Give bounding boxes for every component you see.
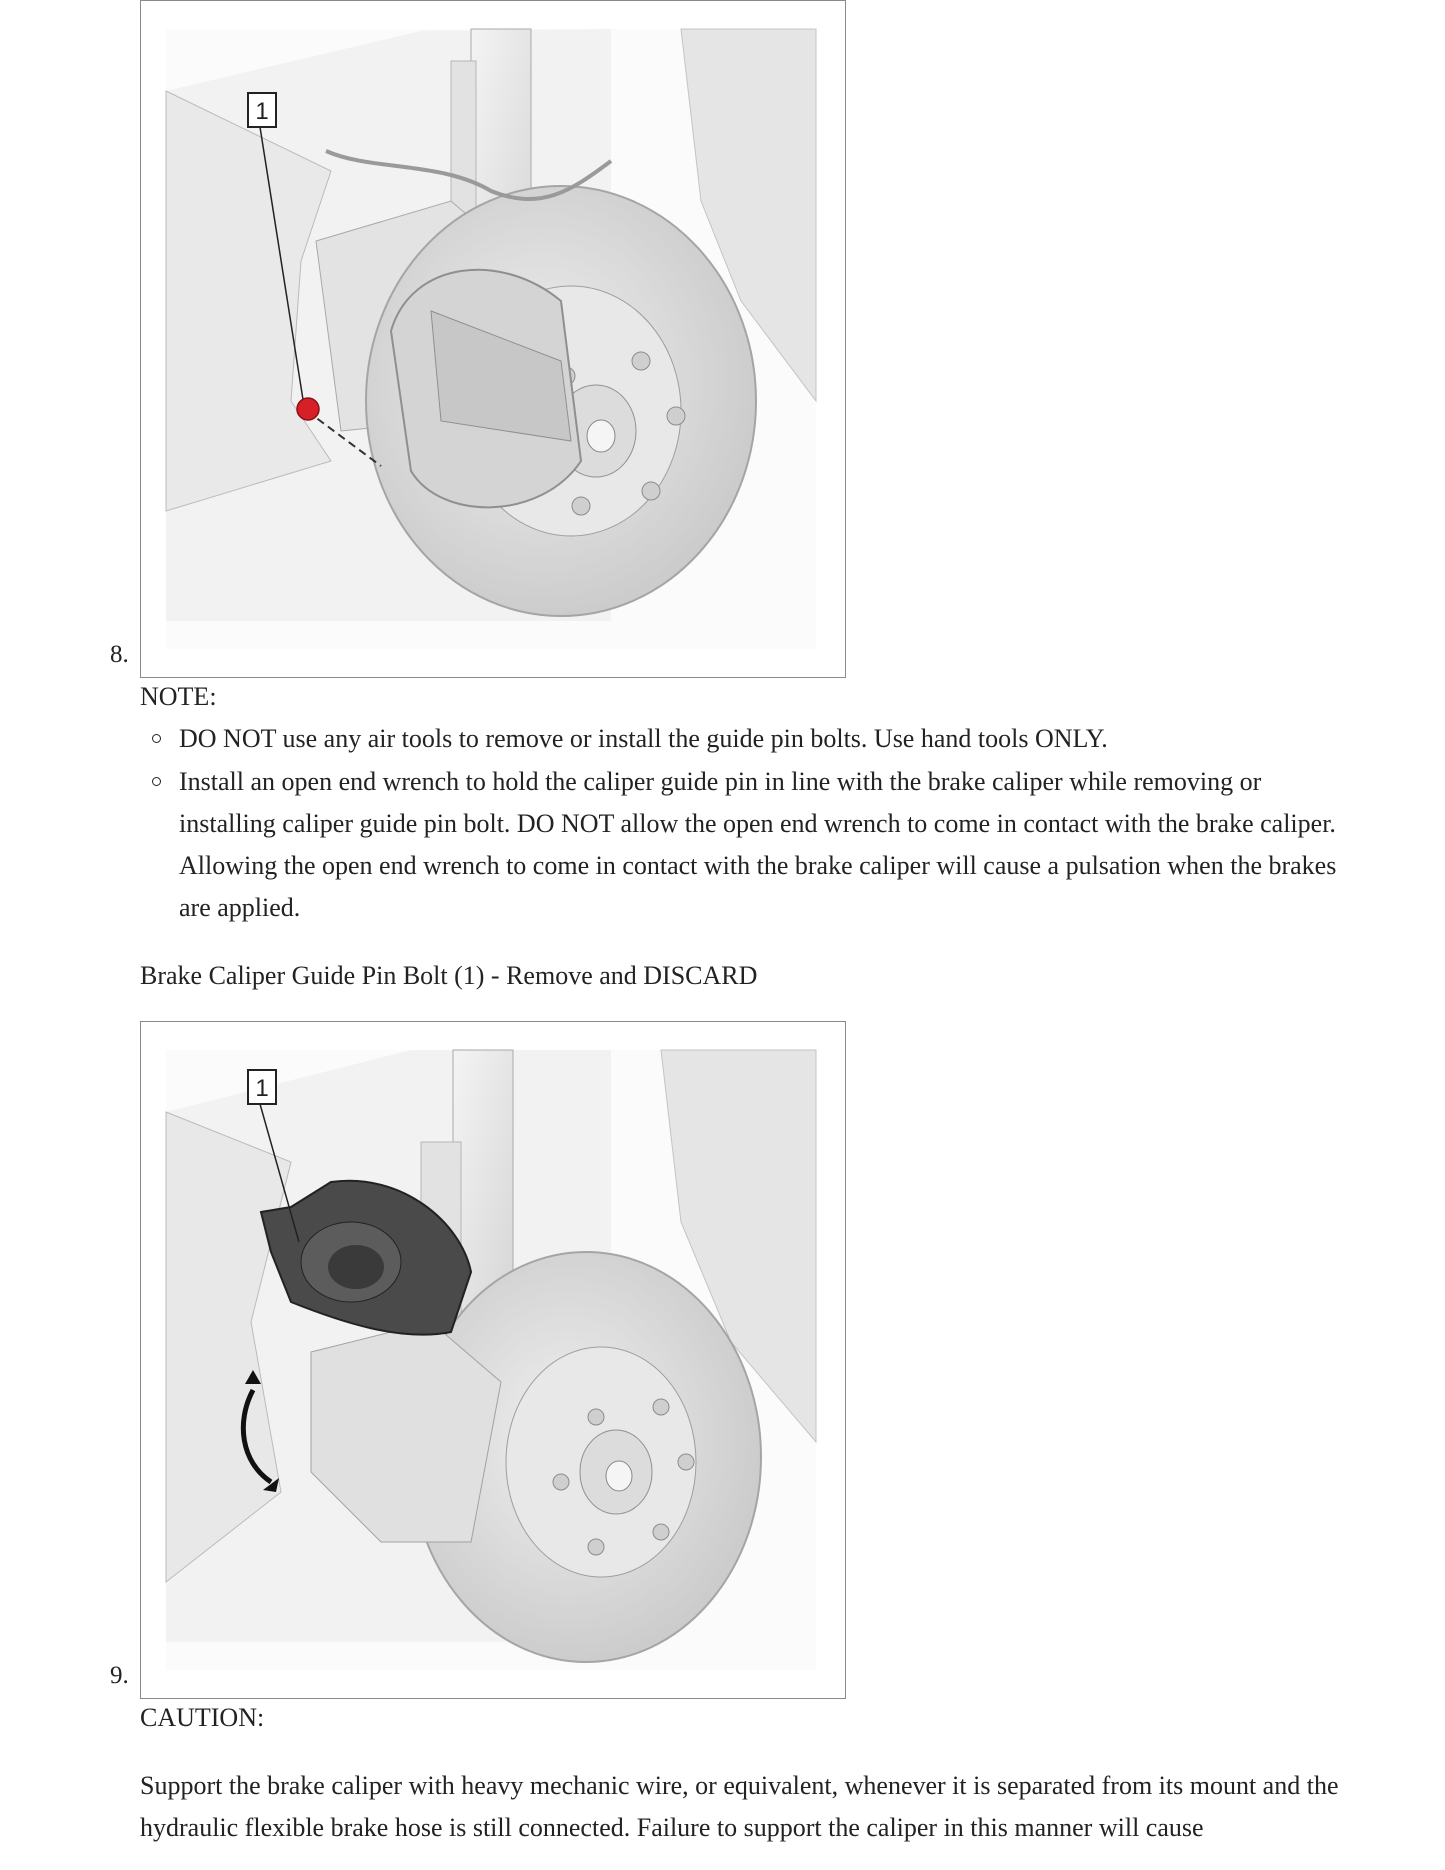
note-item: Install an open end wrench to hold the caliper guide pin in line with the brake caliper while removing or installing caliper guide pin bolt. DO NOT allow the open end wrench to come in contact with the brake caliper. Allowing the open end wrench to come in contact with the brake caliper will cause a pulsation when the brakes are applied. bbox=[140, 761, 1340, 929]
step-number: 9. bbox=[110, 1662, 129, 1689]
step-instruction: Brake Caliper Guide Pin Bolt (1) - Remove and DISCARD bbox=[140, 961, 758, 990]
note-label: NOTE: bbox=[140, 682, 217, 711]
caution-text: Support the brake caliper with heavy mechanic wire, or equivalent, whenever it is separated from its mount and the hydraulic flexible brake hose is still connected. Failure to support the caliper in this manner will cause bbox=[140, 1771, 1339, 1842]
figure-callout-label: 1 bbox=[255, 1075, 269, 1102]
figure-step-9 bbox=[140, 1021, 846, 1699]
circle-bullet-icon bbox=[152, 777, 161, 786]
brake-caliper-guide-pin-bolt-illustration bbox=[141, 1, 845, 677]
figure-step-8 bbox=[140, 0, 846, 678]
circle-bullet-icon bbox=[152, 734, 161, 743]
step-number: 8. bbox=[110, 641, 129, 668]
note-list bbox=[140, 718, 1340, 930]
caution-label: CAUTION: bbox=[140, 1703, 265, 1732]
note-item: DO NOT use any air tools to remove or install the guide pin bolts. Use hand tools ONLY. bbox=[140, 718, 1340, 760]
figure-callout-label: 1 bbox=[255, 98, 269, 125]
brake-caliper-rotate-illustration bbox=[141, 1022, 845, 1698]
